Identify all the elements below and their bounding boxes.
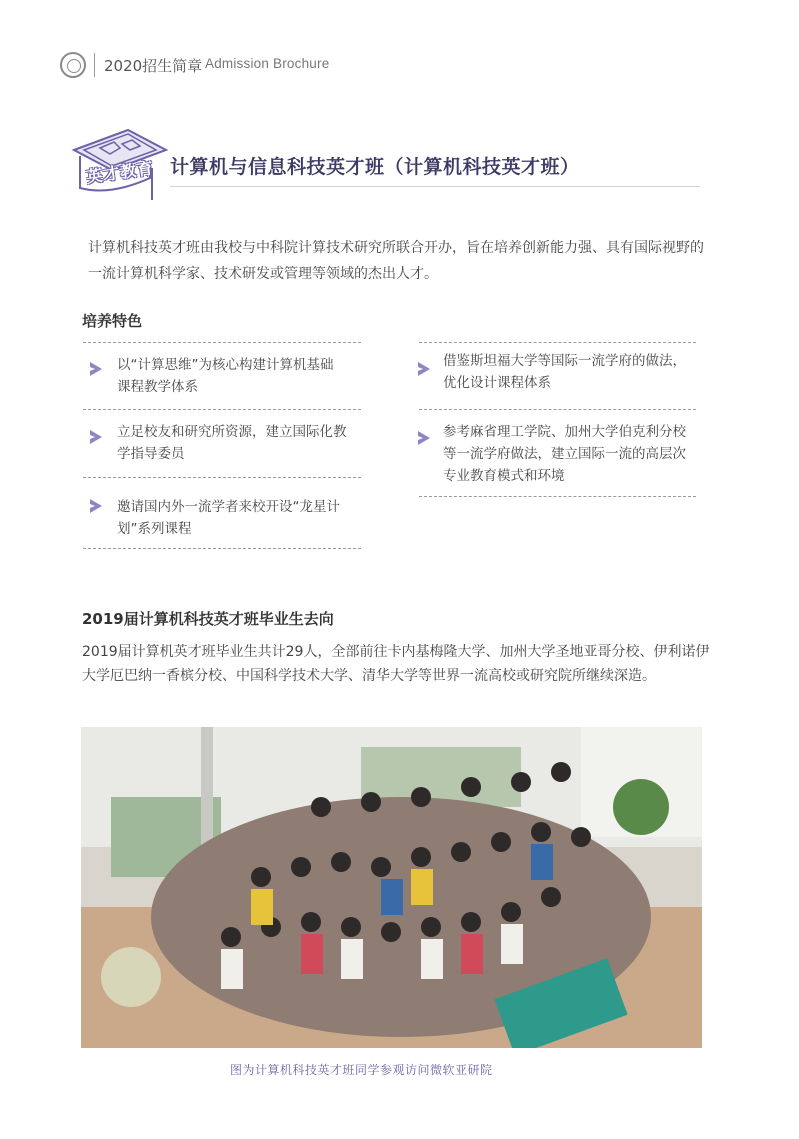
- divider: [83, 342, 361, 343]
- bullet-triangle-icon: [418, 431, 430, 445]
- group-photo: [81, 727, 702, 1048]
- divider: [83, 477, 361, 478]
- divider: [83, 409, 361, 410]
- feature-item: 邀请国内外一流学者来校开设“龙星计 划”系列课程: [117, 499, 340, 537]
- features-heading: 培养特色: [82, 312, 143, 330]
- graduates-heading: 2019届计算机科技英才班毕业生去向: [82, 610, 334, 628]
- divider: [419, 496, 696, 497]
- header-title-en: Admission Brochure: [205, 56, 330, 71]
- bullet-triangle-icon: [90, 499, 102, 513]
- photo-caption: 图为计算机科技英才班同学参观访问微软亚研院: [230, 1063, 493, 1077]
- divider: [419, 409, 696, 410]
- header-title-cn: 2020招生简章: [104, 57, 203, 75]
- graduates-paragraph: 2019届计算机英才班毕业生共计29人，全部前往卡内基梅隆大学、加州大学圣地亚哥分校、伊利诺伊大学厄巴纳一香槟分校、中国科学技术大学、清华大学等世界一流高校或研究院所继续深造。: [82, 644, 710, 684]
- header-divider: [94, 53, 95, 77]
- divider: [419, 342, 696, 343]
- badge-text: 英才教育: [85, 158, 156, 187]
- feature-item: 借鉴斯坦福大学等国际一流学府的做法， 优化设计课程体系: [443, 353, 686, 391]
- bullet-triangle-icon: [90, 430, 102, 444]
- school-logo-icon: [60, 52, 86, 78]
- section-title: 计算机与信息科技英才班（计算机科技英才班）: [170, 156, 580, 178]
- divider: [83, 548, 361, 549]
- intro-paragraph: 计算机科技英才班由我校与中科院计算技术研究所联合开办，旨在培养创新能力强、具有国际视野的一流计算机科学家、技术研发或管理等领域的杰出人才。: [88, 240, 704, 282]
- feature-item: 参考麻省理工学院、加州大学伯克利分校 等一流学府做法，建立国际一流的高层次 专业教育模式和环境: [443, 424, 686, 484]
- bullet-triangle-icon: [90, 362, 102, 376]
- title-underline: [170, 186, 700, 187]
- feature-item: 立足校友和研究所资源，建立国际化教 学指导委员: [117, 424, 347, 462]
- bullet-triangle-icon: [418, 362, 430, 376]
- feature-item: 以“计算思维”为核心构建计算机基础 课程教学体系: [117, 357, 334, 395]
